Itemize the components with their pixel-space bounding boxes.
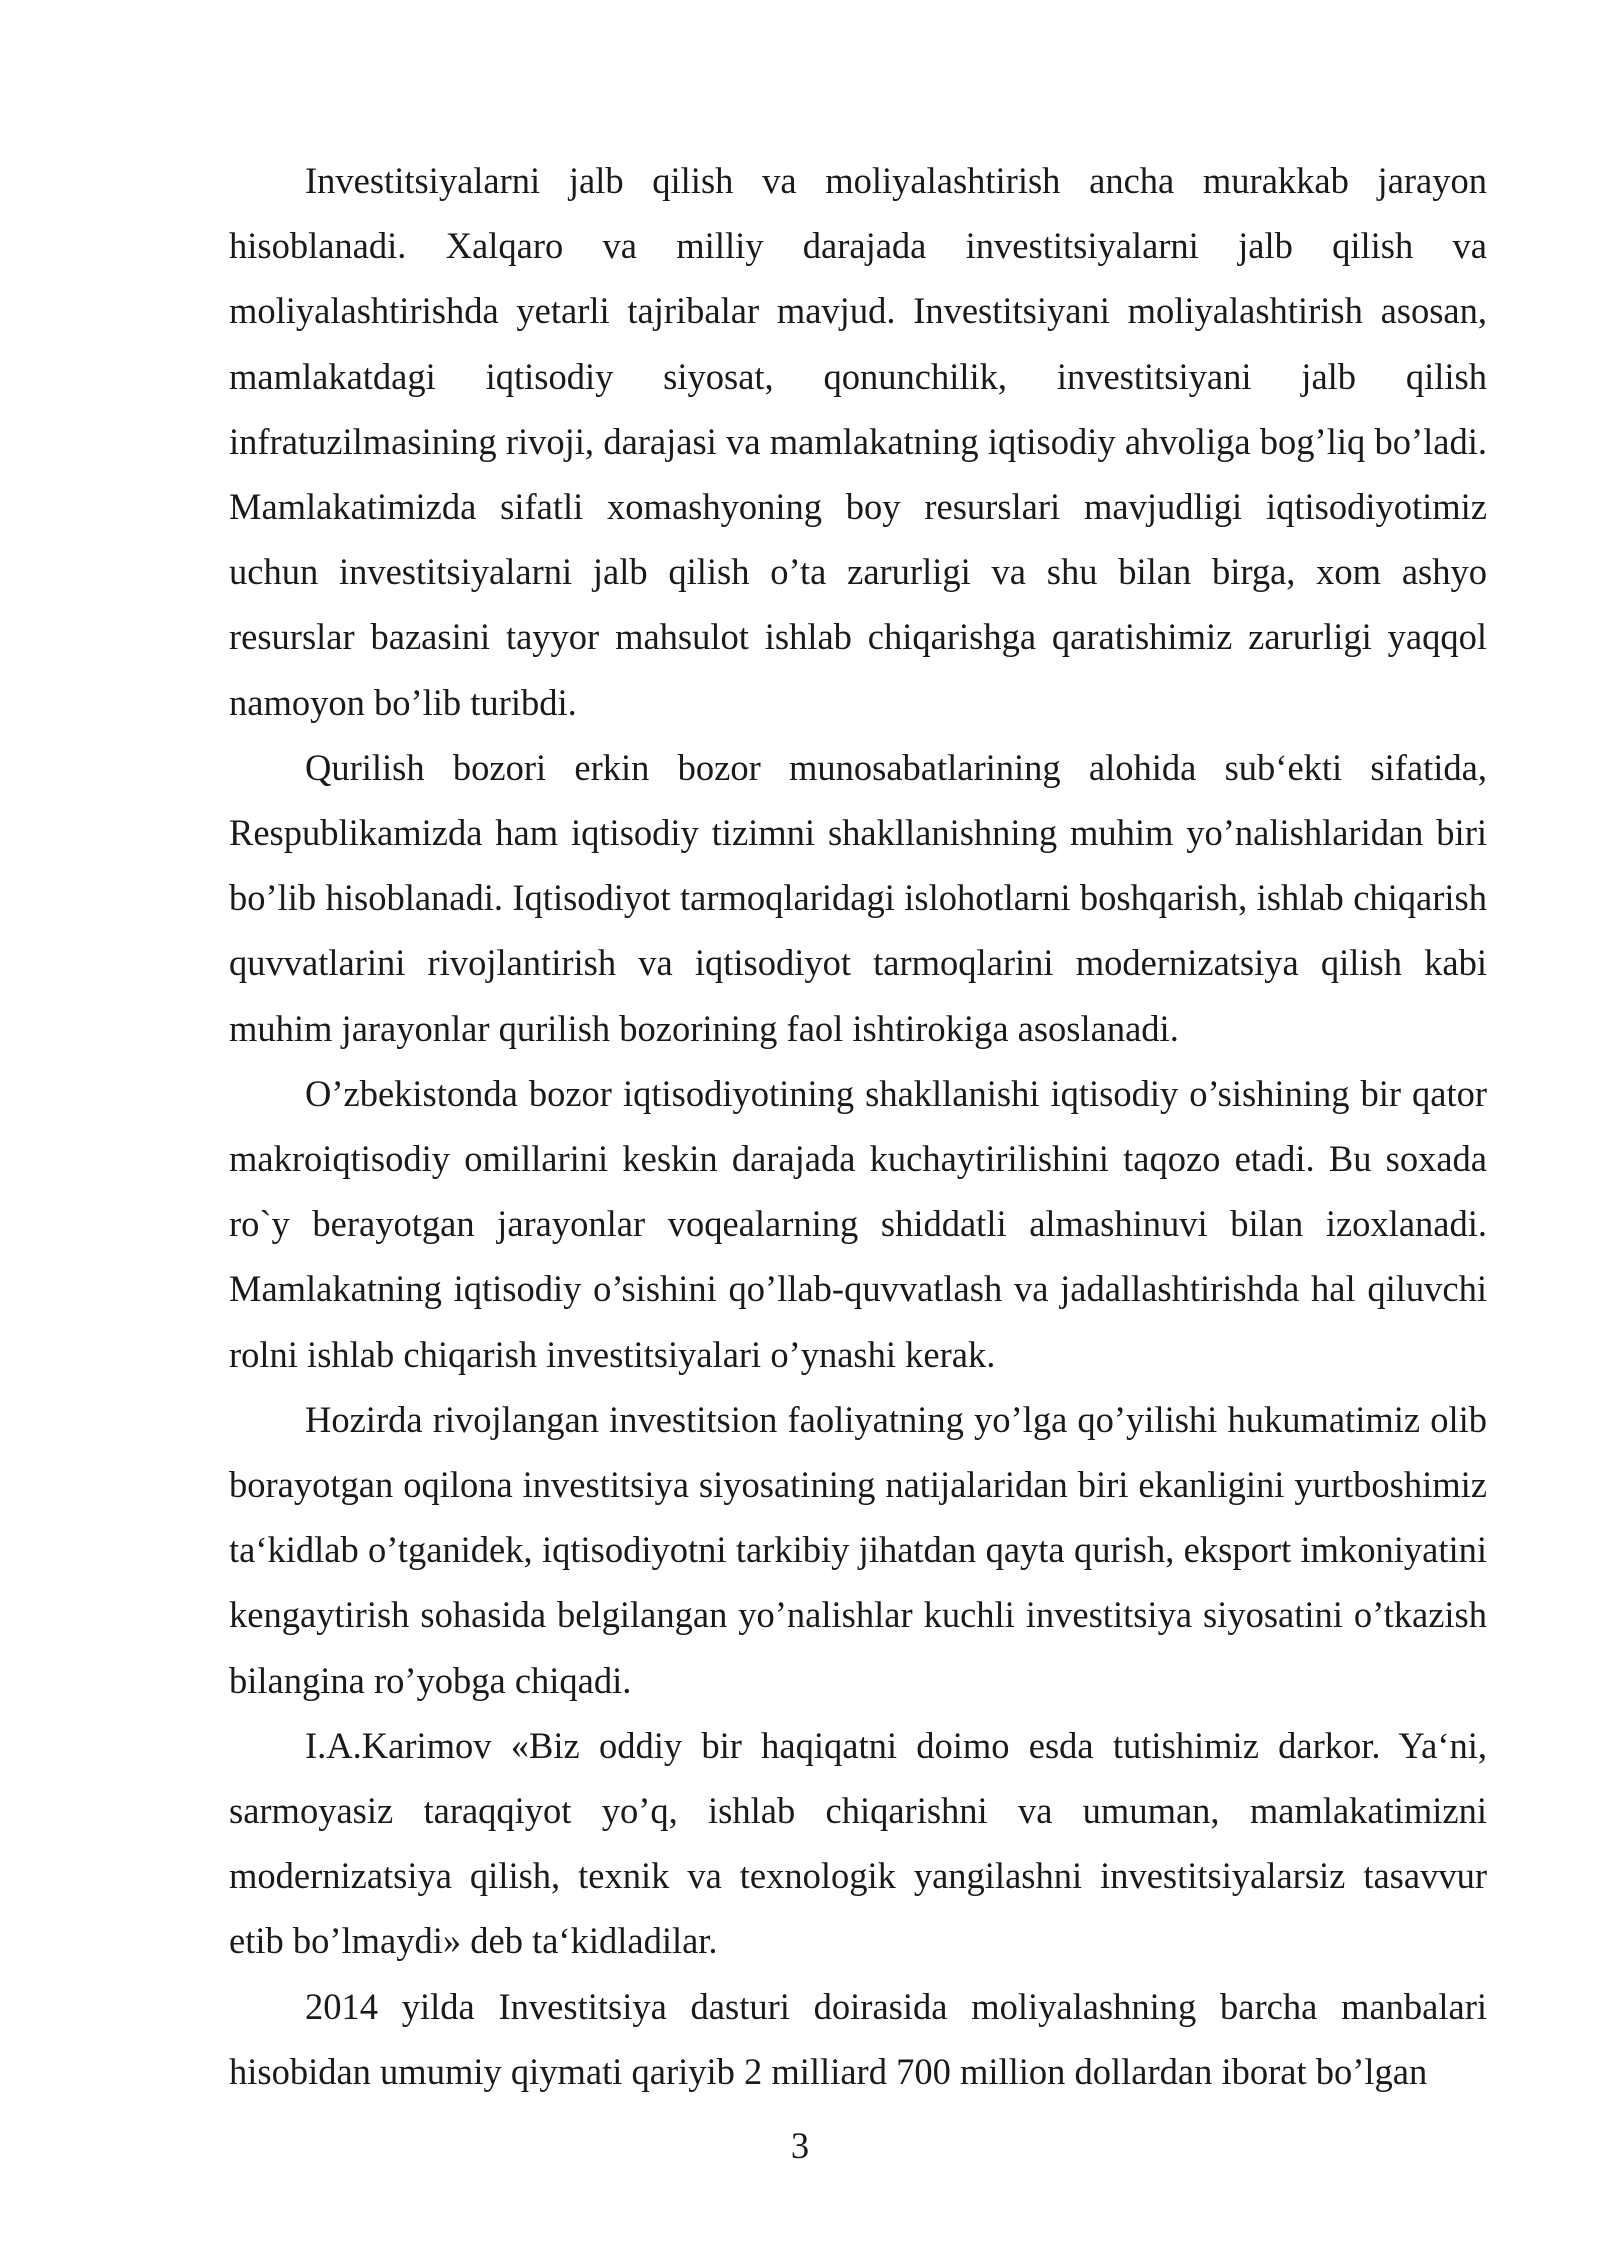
page-number: 3 bbox=[790, 2125, 810, 2166]
paragraph-4: Hozirda rivojlangan investitsion faoliyatning yo’lga qo’yilishi hukumatimiz olib borayotgan oqilona investitsiya siyosatining natijalaridan biri ekanligini yurtboshimiz ta‘kidlab o’tganidek, iqtisodiyotni tarkibiy jihatdan qayta qurish, eksport imkoniyatini kengaytirish sohasida belgilangan yo’nalishlar kuchli investitsiya siyosatini o’tkazish bilangina ro’yobga chiqadi. bbox=[229, 1398, 1487, 1701]
paragraph-1: Investitsiyalarni jalb qilish va moliyalashtirish ancha murakkab jarayon hisoblanadi. Xalqaro va milliy darajada investitsiyalarni jalb qilish va moliyalashtirishda yetarli tajribalar mavjud. Investitsiyani moliyalashtirish asosan, mamlakatdagi iqtisodiy siyosat, qonunchilik, investitsiyani jalb qilish infratuzilmasining rivoji, darajasi va mamlakatning iqtisodiy ahvoliga bog’liq bo’ladi. Mamlakatimizda sifatli xomashyoning boy resurslari mavjudligi iqtisodiyotimiz uchun investitsiyalarni jalb qilish o’ta zarurligi va shu bilan birga, xom ashyo resurslar bazasini tayyor mahsulot ishlab chiqarishga qaratishimiz zarurligi yaqqol namoyon bo’lib turibdi. bbox=[229, 160, 1487, 723]
body-text bbox=[229, 148, 1487, 2104]
paragraph-3: O’zbekistonda bozor iqtisodiyotining shakllanishi iqtisodiy o’sishining bir qator makroiqtisodiy omillarini keskin darajada kuchaytirilishini taqozo etadi. Bu soxada ro`y berayotgan jarayonlar voqealarning shiddatli almashinuvi bilan izoxlanadi. Mamlakatning iqtisodiy o’sishini qo’llab-quvvatlash va jadallashtirishda hal qiluvchi rolni ishlab chiqarish investitsiyalari o’ynashi kerak. bbox=[229, 1072, 1487, 1375]
paragraph-2: Qurilish bozori erkin bozor munosabatlarining alohida sub‘ekti sifatida, Respublikamizda ham iqtisodiy tizimni shakllanishning muhim yo’nalishlaridan biri bo’lib hisoblanadi. Iqtisodiyot tarmoqlaridagi islohotlarni boshqarish, ishlab chiqarish quvvatlarini rivojlantirish va iqtisodiyot tarmoqlarini modernizatsiya qilish kabi muhim jarayonlar qurilish bozorining faol ishtirokiga asoslanadi. bbox=[229, 746, 1487, 1049]
paragraph-5: I.A.Karimov «Biz oddiy bir haqiqatni doimo esda tutishimiz darkor. Ya‘ni, sarmoyasiz taraqqiyot yo’q, ishlab chiqarishni va umuman, mamlakatimizni modernizatsiya qilish, texnik va texnologik yangilashni investitsiyalarsiz tasavvur etib bo’lmaydi» deb ta‘kidladilar. bbox=[229, 1724, 1487, 1962]
paragraph-6: 2014 yilda Investitsiya dasturi doirasida moliyalashning barcha manbalari hisobidan umumiy qiymati qariyib 2 milliard 700 million dollardan iborat bo’lgan bbox=[229, 1985, 1487, 2092]
